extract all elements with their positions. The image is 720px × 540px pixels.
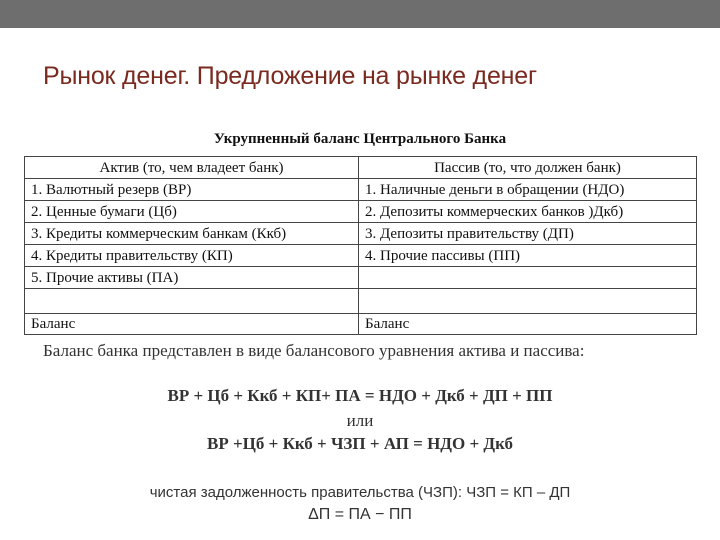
asset-cell: 5. Прочие активы (ПА) xyxy=(25,267,359,289)
asset-cell: 2. Ценные бумаги (Цб) xyxy=(25,201,359,223)
balance-equation-alt: ВР +Цб + Ккб + ЧЗП + АП = НДО + Дкб xyxy=(207,434,513,453)
table-row xyxy=(25,179,697,201)
description-text: Баланс банка представлен в виде балансового уравнения актива и пассива: xyxy=(43,341,585,360)
liability-cell: 2. Депозиты коммерческих банков )Дкб) xyxy=(359,201,697,223)
balance-liabilities-cell: Баланс xyxy=(359,314,697,335)
table-caption: Укрупненный баланс Центрального Банка xyxy=(213,131,507,147)
asset-cell: 3. Кредиты коммерческим банкам (Ккб) xyxy=(25,223,359,245)
balance-row xyxy=(25,314,697,335)
balance-equation: ВР + Цб + Ккб + КП+ ПА = НДО + Дкб + ДП + ПП xyxy=(167,386,553,405)
balance-table xyxy=(24,156,697,335)
liability-cell: 3. Депозиты правительству (ДП) xyxy=(359,223,697,245)
table-row xyxy=(25,201,697,223)
table-row xyxy=(25,245,697,267)
or-separator: или xyxy=(346,411,374,430)
header-assets: Актив (то, чем владеет банк) xyxy=(25,157,359,179)
delta-formula: ΔП = ПА − ПП xyxy=(308,506,412,523)
table-header-row xyxy=(25,157,697,179)
slide-title: Рынок денег. Предложение на рынке денег xyxy=(43,62,537,90)
balance-assets-cell: Баланс xyxy=(25,314,359,335)
asset-cell: 1. Валютный резерв (ВР) xyxy=(25,179,359,201)
top-bar xyxy=(0,0,720,28)
liability-cell xyxy=(359,289,697,314)
header-liabilities: Пассив (то, что должен банк) xyxy=(359,157,697,179)
liability-cell xyxy=(359,267,697,289)
table-row xyxy=(25,267,697,289)
liability-cell: 1. Наличные деньги в обращении (НДО) xyxy=(359,179,697,201)
asset-cell: 4. Кредиты правительству (КП) xyxy=(25,245,359,267)
table-row xyxy=(25,223,697,245)
liability-cell: 4. Прочие пассивы (ПП) xyxy=(359,245,697,267)
table-row-empty xyxy=(25,289,697,314)
net-debt-definition: чистая задолженность правительства (ЧЗП): ЧЗП = КП – ДП xyxy=(149,484,571,501)
asset-cell xyxy=(25,289,359,314)
